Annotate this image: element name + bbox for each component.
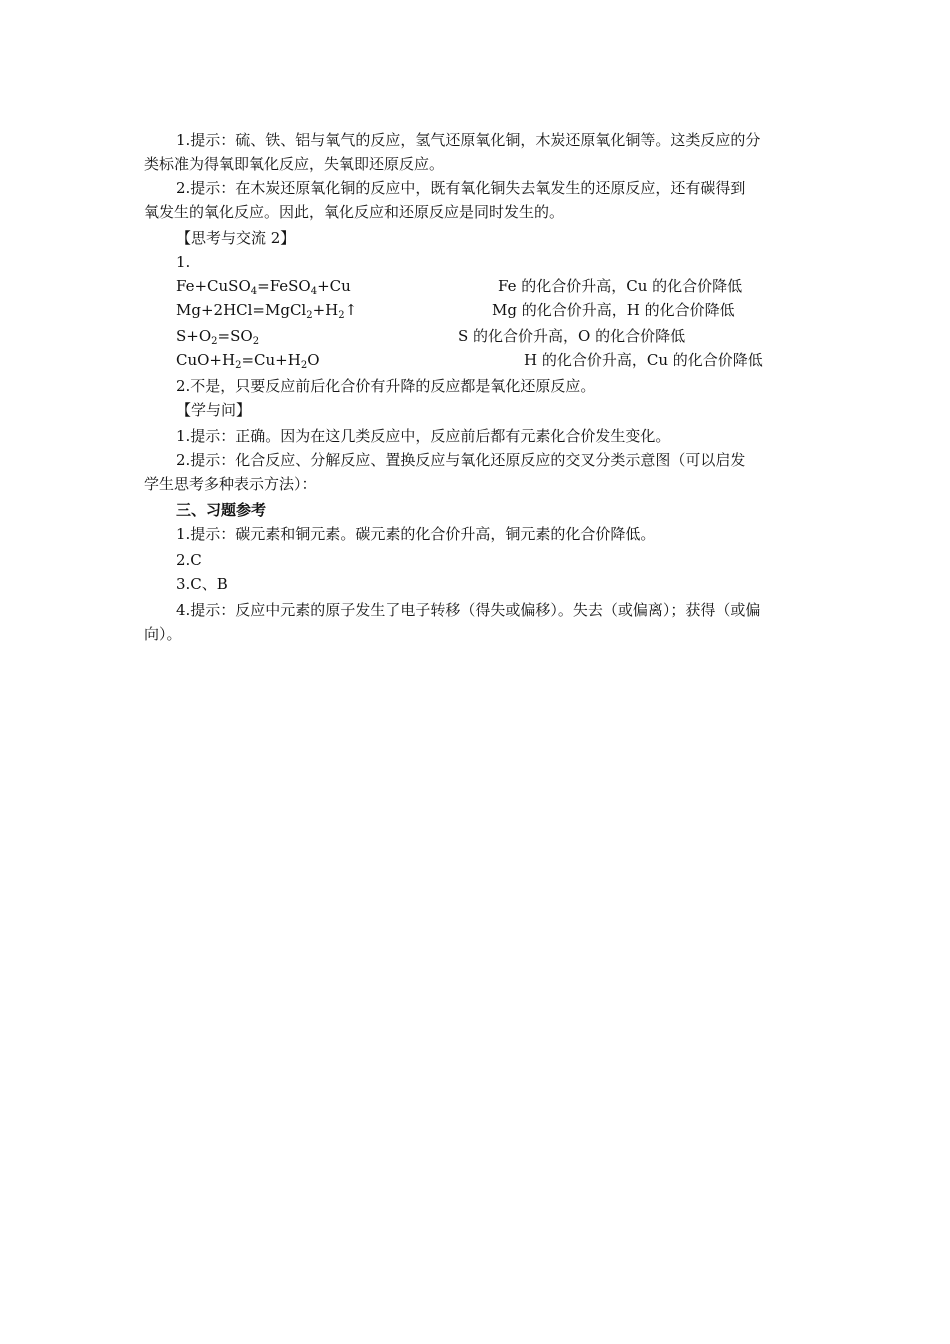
paragraph-2-line-2: 氧发生的氧化反应。因此，氧化反应和还原反应是同时发生的。 [144, 203, 565, 221]
reaction-2-note: Mg 的化合价升高，H 的化合价降低 [492, 301, 735, 319]
exercise-item-1: 1.提示：碳元素和铜元素。碳元素的化合价升高，铜元素的化合价降低。 [176, 525, 656, 543]
learn-item-1: 1.提示：正确。因为在这几类反应中，反应前后都有元素化合价发生变化。 [176, 427, 671, 445]
reaction-3-note: S 的化合价升高，O 的化合价降低 [458, 327, 686, 345]
paragraph-1-line-2: 类标准为得氧即氧化反应，失氧即还原反应。 [144, 155, 445, 173]
reaction-4-equation: $CuO+H_2=Cu+H_2O$ [176, 351, 320, 371]
item-1-label: 1. [176, 253, 191, 271]
learn-item-2-line-1: 2.提示：化合反应、分解反应、置换反应与氧化还原反应的交叉分类示意图（可以启发 [176, 451, 746, 469]
reaction-2-equation: $Mg+2HCl=MgCl_2+H_2↑$ [176, 301, 358, 321]
heading-think-exchange: 【思考与交流 2】 [176, 229, 296, 247]
reaction-1-note: Fe 的化合价升高，Cu 的化合价降低 [498, 277, 743, 295]
exercise-item-4-line-1: 4.提示：反应中元素的原子发生了电子转移（得失或偏移）。失去（或偏离）；获得（或偏 [176, 601, 761, 619]
exercise-item-4-line-2: 向）。 [144, 625, 182, 643]
reaction-3-equation: $S+O_2=SO_2$ [176, 327, 260, 347]
heading-exercise-reference: 三、习题参考 [176, 501, 267, 519]
exercise-item-2: 2.C [176, 551, 202, 569]
exercise-item-3: 3.C、B [176, 575, 228, 593]
reaction-4-note: H 的化合价升高，Cu 的化合价降低 [524, 351, 763, 369]
reaction-1-equation: Fe+CuSO$_4$=FeSO$_4$+Cu [176, 277, 351, 297]
heading-learn-ask: 【学与问】 [176, 401, 252, 419]
paragraph-2-line-1: 2.提示：在木炭还原氧化铜的反应中，既有氧化铜失去氧发生的还原反应，还有碳得到 [176, 179, 746, 197]
paragraph-1-line-1: 1.提示：硫、铁、铝与氧气的反应，氢气还原氧化铜，木炭还原氧化铜等。这类反应的分 [176, 131, 761, 149]
learn-item-2-line-2: 学生思考多种表示方法）： [144, 475, 317, 493]
item-2-text: 2.不是，只要反应前后化合价有升降的反应都是氧化还原反应。 [176, 377, 596, 395]
